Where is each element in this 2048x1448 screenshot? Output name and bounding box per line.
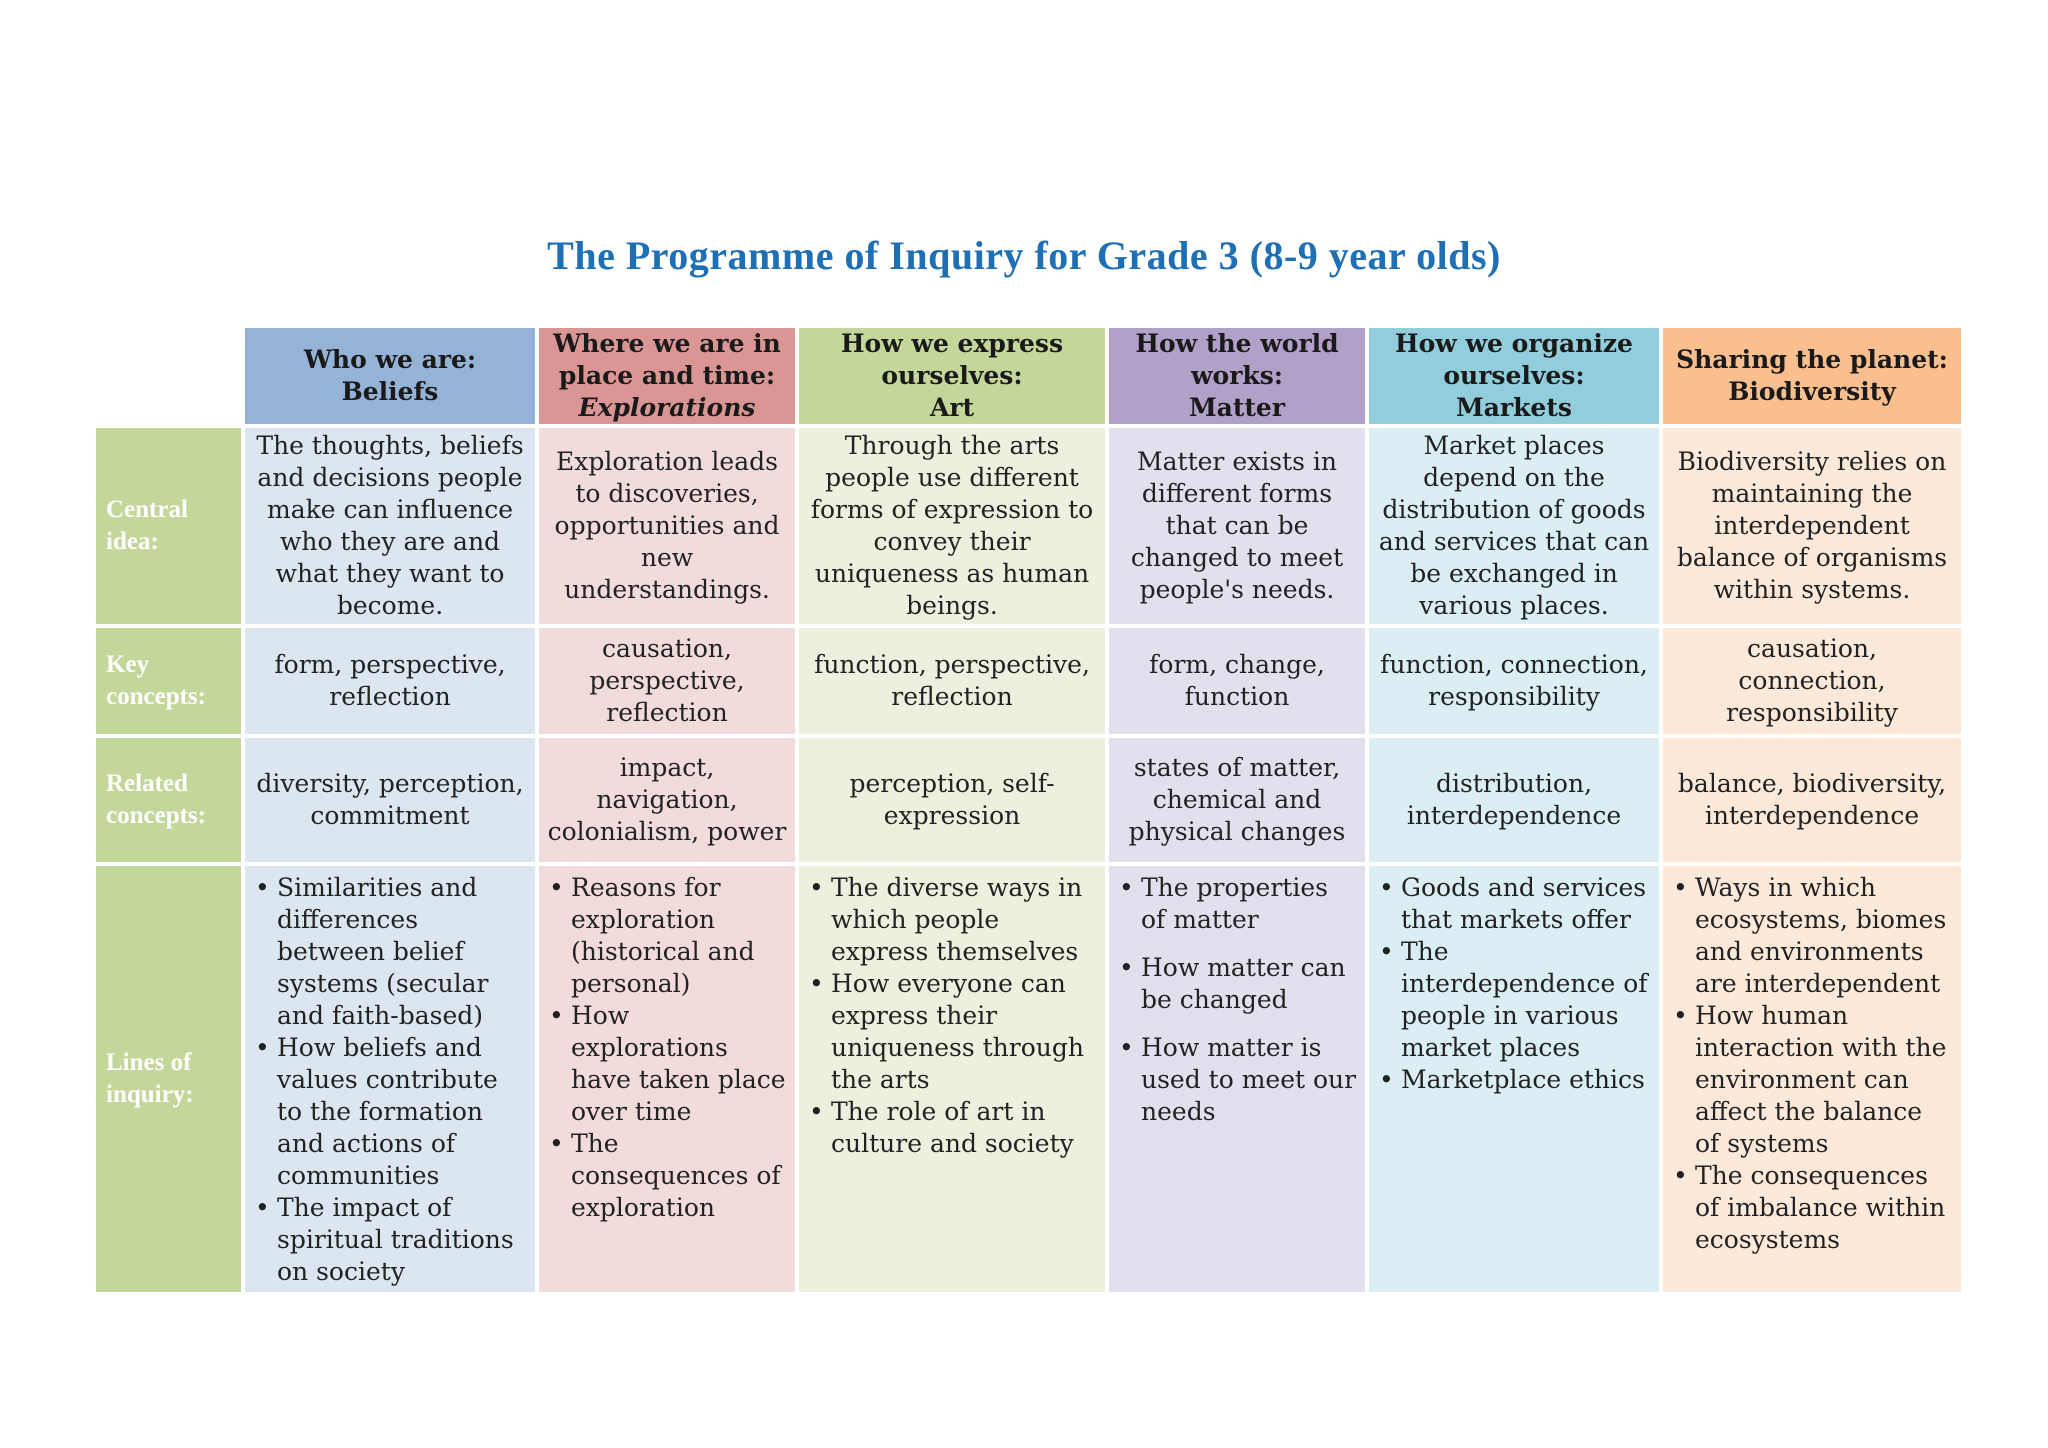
related-concepts-text: distribution, interdependence: [1406, 769, 1622, 830]
bullet-icon: •: [1119, 953, 1134, 982]
key-concepts-cell: [539, 628, 795, 734]
bullet-icon: •: [255, 1193, 270, 1222]
central-idea-text: Biodiversity relies on maintaining the interdependent balance of organisms within systems.: [1676, 447, 1948, 604]
inquiry-line-text: Marketplace ethics: [1401, 1065, 1645, 1094]
related-concepts-row: [96, 738, 1961, 862]
key-concepts-cell: [245, 628, 535, 734]
inquiry-line-text: Goods and services that markets offer: [1401, 873, 1647, 934]
related-concepts-cell: [1369, 738, 1659, 862]
key-concepts-text: function, connection, responsibility: [1380, 650, 1648, 711]
theme-header-line: Markets: [1456, 393, 1572, 422]
key-concepts-text: causation, perspective, reflection: [589, 634, 745, 727]
lines-of-inquiry-list: [1663, 866, 1961, 1260]
theme-header-line: works:: [1191, 361, 1283, 390]
bullet-icon: •: [1379, 873, 1394, 902]
related-concepts-cell: [245, 738, 535, 862]
theme-header-line: How we organize: [1395, 329, 1633, 358]
inquiry-line-text: How matter can be changed: [1141, 953, 1346, 1014]
row-label-central-idea: Central idea:: [96, 428, 241, 624]
central-idea-cell: [1109, 428, 1365, 624]
central-idea-text: Through the arts people use different forms of expression to convey their uniqueness as human beings.: [810, 431, 1094, 620]
related-concepts-text: balance, biodiversity, interdependence: [1677, 769, 1947, 830]
inquiry-line-text: The diverse ways in which people express themselves: [831, 873, 1083, 966]
list-item: [807, 1096, 1097, 1160]
theme-header-row: [96, 328, 1961, 424]
row-label-key-concepts: Key concepts:: [96, 628, 241, 734]
list-item: [547, 1000, 787, 1128]
list-item: [807, 872, 1097, 968]
list-item: [253, 1192, 527, 1288]
related-concepts-cell: [539, 738, 795, 862]
inquiry-line-text: How beliefs and values contribute to the formation and actions of communities: [277, 1033, 498, 1190]
lines-of-inquiry-cell: [245, 866, 535, 1292]
inquiry-line-text: Ways in which ecosystems, biomes and environments are interdependent: [1695, 873, 1947, 998]
key-concepts-text: form, perspective, reflection: [274, 650, 506, 711]
list-item: [1671, 1160, 1953, 1256]
key-concepts-row: [96, 628, 1961, 734]
bullet-icon: •: [549, 1129, 564, 1158]
theme-header-how-the-world-works: [1109, 328, 1365, 424]
theme-header-how-we-organize: [1369, 328, 1659, 424]
list-item: [253, 872, 527, 1032]
theme-header-line: How the world: [1135, 329, 1339, 358]
list-item: [1377, 1064, 1651, 1096]
inquiry-line-text: Reasons for exploration (historical and personal): [571, 873, 755, 998]
inquiry-line-text: How explorations have taken place over time: [571, 1001, 786, 1126]
lines-of-inquiry-list: [1109, 866, 1365, 1148]
bullet-icon: •: [1379, 1065, 1394, 1094]
lines-of-inquiry-cell: [1369, 866, 1659, 1292]
list-item: [547, 1128, 787, 1224]
bullet-icon: •: [255, 873, 270, 902]
theme-header-who-we-are: [245, 328, 535, 424]
inquiry-line-text: The consequences of exploration: [571, 1129, 781, 1222]
key-concepts-cell: [799, 628, 1105, 734]
theme-header-line: Beliefs: [341, 377, 439, 406]
theme-header-line: Biodiversity: [1728, 377, 1896, 406]
key-concepts-text: causation, connection, responsibility: [1726, 634, 1898, 727]
lines-of-inquiry-list: [799, 866, 1105, 1164]
theme-header-where-we-are: [539, 328, 795, 424]
bullet-icon: •: [1673, 1161, 1688, 1190]
bullet-icon: •: [549, 1001, 564, 1030]
related-concepts-text: states of matter, chemical and physical changes: [1128, 753, 1346, 846]
inquiry-line-text: The impact of spiritual traditions on society: [277, 1193, 514, 1286]
key-concepts-text: function, perspective, reflection: [814, 650, 1090, 711]
central-idea-text: Matter exists in different forms that can be changed to meet people's needs.: [1130, 447, 1344, 604]
corner-cell: [96, 328, 241, 424]
theme-header-line: How we express: [840, 329, 1064, 358]
list-item: [1671, 872, 1953, 1000]
list-item: [253, 1032, 527, 1192]
inquiry-line-text: The consequences of imbalance within ecosystems: [1695, 1161, 1946, 1254]
central-idea-cell: [1663, 428, 1961, 624]
inquiry-line-text: How everyone can express their uniqueness through the arts: [831, 969, 1084, 1094]
theme-header-line: Explorations: [578, 393, 756, 422]
bullet-icon: •: [549, 873, 564, 902]
key-concepts-cell: [1663, 628, 1961, 734]
list-item: [1377, 936, 1651, 1064]
central-idea-cell: [799, 428, 1105, 624]
bullet-icon: •: [255, 1033, 270, 1062]
related-concepts-text: perception, self-expression: [849, 769, 1055, 830]
key-concepts-cell: [1109, 628, 1365, 734]
lines-of-inquiry-cell: [799, 866, 1105, 1292]
central-idea-cell: [1369, 428, 1659, 624]
inquiry-line-text: How human interaction with the environment can affect the balance of systems: [1695, 1001, 1947, 1158]
list-item: [1377, 872, 1651, 936]
inquiry-line-text: The role of art in culture and society: [831, 1097, 1074, 1158]
central-idea-text: Market places depend on the distribution of goods and services that can be exchanged in various places.: [1378, 431, 1650, 620]
central-idea-cell: [245, 428, 535, 624]
lines-of-inquiry-cell: [539, 866, 795, 1292]
related-concepts-text: diversity, perception, commitment: [256, 769, 524, 830]
central-idea-text: The thoughts, beliefs and decisions people make can influence who they are and what they want to become.: [256, 431, 524, 620]
row-label-lines-of-inquiry: Lines of inquiry:: [96, 866, 241, 1292]
bullet-icon: •: [1673, 1001, 1688, 1030]
row-label-related-concepts: Related concepts:: [96, 738, 241, 862]
theme-header-line: Art: [929, 393, 975, 422]
lines-of-inquiry-cell: [1109, 866, 1365, 1292]
bullet-icon: •: [809, 873, 824, 902]
key-concepts-cell: [1369, 628, 1659, 734]
bullet-icon: •: [1119, 873, 1134, 902]
related-concepts-text: impact, navigation, colonialism, power: [547, 753, 787, 846]
theme-header-line: ourselves:: [881, 361, 1023, 390]
lines-of-inquiry-row: [96, 866, 1961, 1292]
bullet-icon: •: [1673, 873, 1688, 902]
central-idea-cell: [539, 428, 795, 624]
lines-of-inquiry-list: [539, 866, 795, 1228]
list-item: [547, 872, 787, 1000]
inquiry-line-text: The properties of matter: [1141, 873, 1328, 934]
page-title: The Programme of Inquiry for Grade 3 (8-9 year olds): [547, 233, 1501, 278]
theme-header-line: Matter: [1188, 393, 1286, 422]
bullet-icon: •: [809, 1097, 824, 1126]
theme-header-line: Who we are:: [303, 345, 477, 374]
theme-header-sharing-the-planet: [1663, 328, 1961, 424]
theme-header-line: Sharing the planet:: [1676, 345, 1948, 374]
theme-header-line: place and time:: [558, 361, 776, 390]
theme-header-line: Where we are in: [553, 329, 781, 358]
theme-header-line: ourselves:: [1443, 361, 1585, 390]
key-concepts-text: form, change, function: [1149, 650, 1325, 711]
related-concepts-cell: [1663, 738, 1961, 862]
central-idea-text: Exploration leads to discoveries, opportunities and new understandings.: [554, 447, 780, 604]
lines-of-inquiry-cell: [1663, 866, 1961, 1292]
related-concepts-cell: [1109, 738, 1365, 862]
lines-of-inquiry-list: [245, 866, 535, 1292]
list-item: [807, 968, 1097, 1096]
theme-header-how-we-express: [799, 328, 1105, 424]
inquiry-line-text: Similarities and differences between belief systems (secular and faith-based): [277, 873, 489, 1030]
inquiry-line-text: The interdependence of people in various market places: [1401, 937, 1648, 1062]
inquiry-line-text: How matter is used to meet our needs: [1141, 1033, 1357, 1126]
lines-of-inquiry-list: [1369, 866, 1659, 1100]
programme-of-inquiry-table: [92, 324, 1965, 1296]
list-item: [1117, 1032, 1357, 1128]
bullet-icon: •: [809, 969, 824, 998]
related-concepts-cell: [799, 738, 1105, 862]
central-idea-row: [96, 428, 1961, 624]
bullet-icon: •: [1379, 937, 1394, 966]
list-item: [1671, 1000, 1953, 1160]
bullet-icon: •: [1119, 1033, 1134, 1062]
list-item: [1117, 872, 1357, 936]
list-item: [1117, 952, 1357, 1016]
